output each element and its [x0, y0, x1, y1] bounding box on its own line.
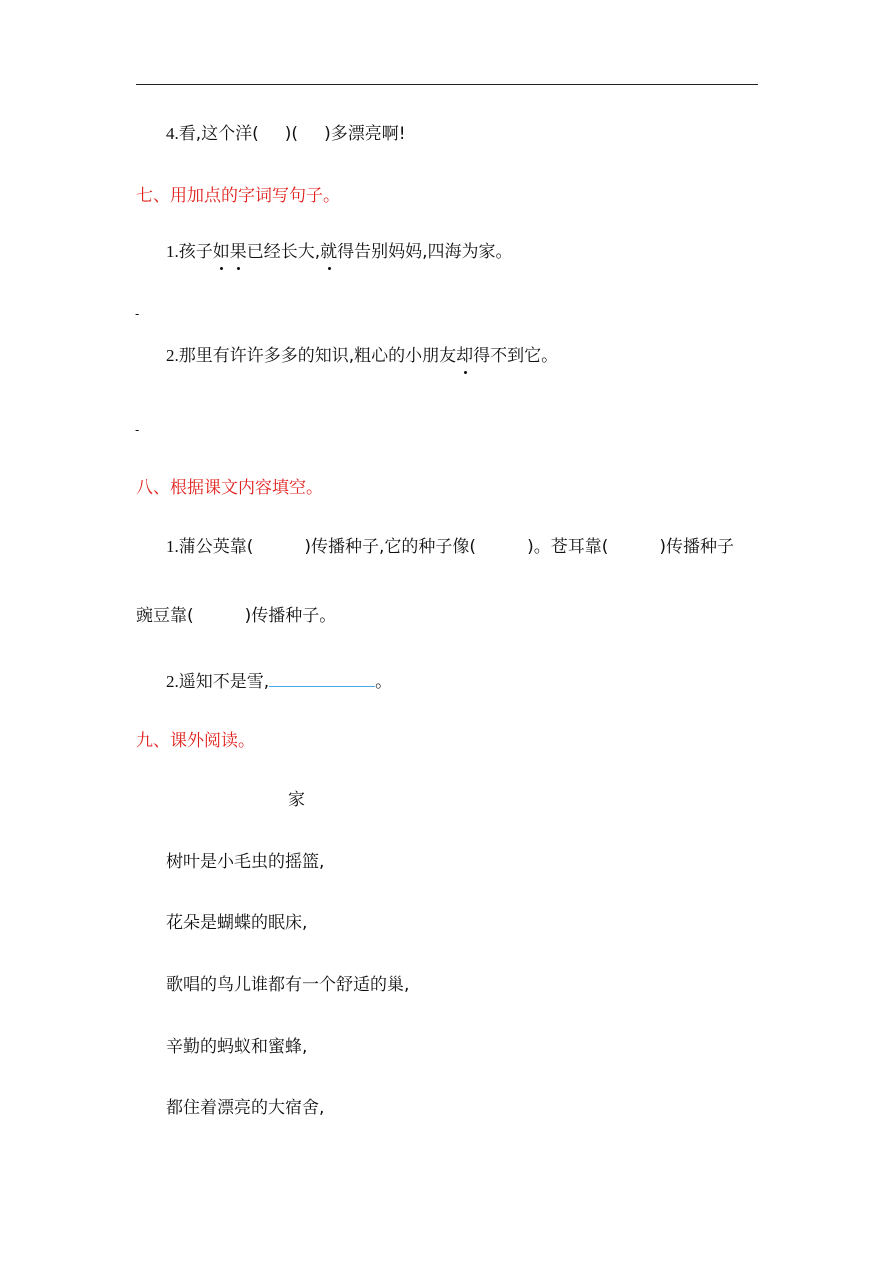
poem-line: 花朵是蝴蝶的眠床,: [166, 913, 308, 933]
item-text: )。苍耳靠(: [527, 537, 609, 557]
question-number: 4.: [166, 124, 179, 143]
header-rule: [136, 84, 758, 85]
item-number: 1.: [166, 242, 179, 261]
poem-line: 都住着漂亮的大宿舍,: [166, 1098, 325, 1118]
item-text: )传播种子。: [244, 606, 337, 626]
item-number: 2.: [166, 672, 179, 691]
item-text: 孩子: [178, 242, 213, 262]
poem-line: 辛勤的蚂蚁和蜜蜂,: [166, 1037, 308, 1057]
item-text: 遥知不是雪,: [178, 672, 270, 692]
question-text: )多漂亮啊!: [324, 124, 406, 144]
answer-line-1[interactable]: -: [135, 306, 140, 321]
section-7-item-1: [166, 242, 513, 262]
item-text: 豌豆靠(: [136, 606, 194, 626]
emphasis-char: 果: [229, 242, 247, 262]
answer-underline[interactable]: [269, 670, 375, 687]
item-text: 得告别妈妈,四海为家。: [337, 242, 513, 262]
emphasis-char: 如: [212, 242, 230, 262]
question-4: [166, 124, 406, 144]
poem-title: 家: [288, 790, 305, 810]
section-8-heading: 八、根据课文内容填空。: [136, 478, 323, 498]
item-text: 蒲公英靠(: [178, 537, 254, 557]
emphasis-char: 就: [320, 242, 338, 262]
question-text: )(: [284, 124, 299, 144]
item-number: 1.: [166, 537, 179, 556]
answer-line-2[interactable]: -: [135, 422, 140, 437]
emphasis-char: 却: [456, 346, 474, 366]
item-text: 得不到它。: [473, 346, 559, 366]
question-text: 看,这个洋(: [178, 124, 259, 144]
item-number: 2.: [166, 346, 179, 365]
poem-line: 树叶是小毛虫的摇篮,: [166, 852, 325, 872]
poem-line: 歌唱的鸟儿谁都有一个舒适的巢,: [166, 975, 410, 995]
section-7-heading: 七、用加点的字词写句子。: [136, 186, 340, 206]
section-9-heading: 九、课外阅读。: [136, 731, 255, 751]
item-text: 。: [375, 672, 393, 692]
section-8-item-2: [166, 670, 392, 692]
item-text: 那里有许许多多的知识,粗心的小朋友: [178, 346, 457, 366]
item-text: 已经长大,: [246, 242, 321, 262]
section-8-item-1-continued: [136, 606, 336, 626]
section-7-item-2: [166, 346, 558, 366]
item-text: )传播种子: [659, 537, 734, 557]
section-8-item-1: [166, 537, 734, 557]
item-text: )传播种子,它的种子像(: [304, 537, 477, 557]
